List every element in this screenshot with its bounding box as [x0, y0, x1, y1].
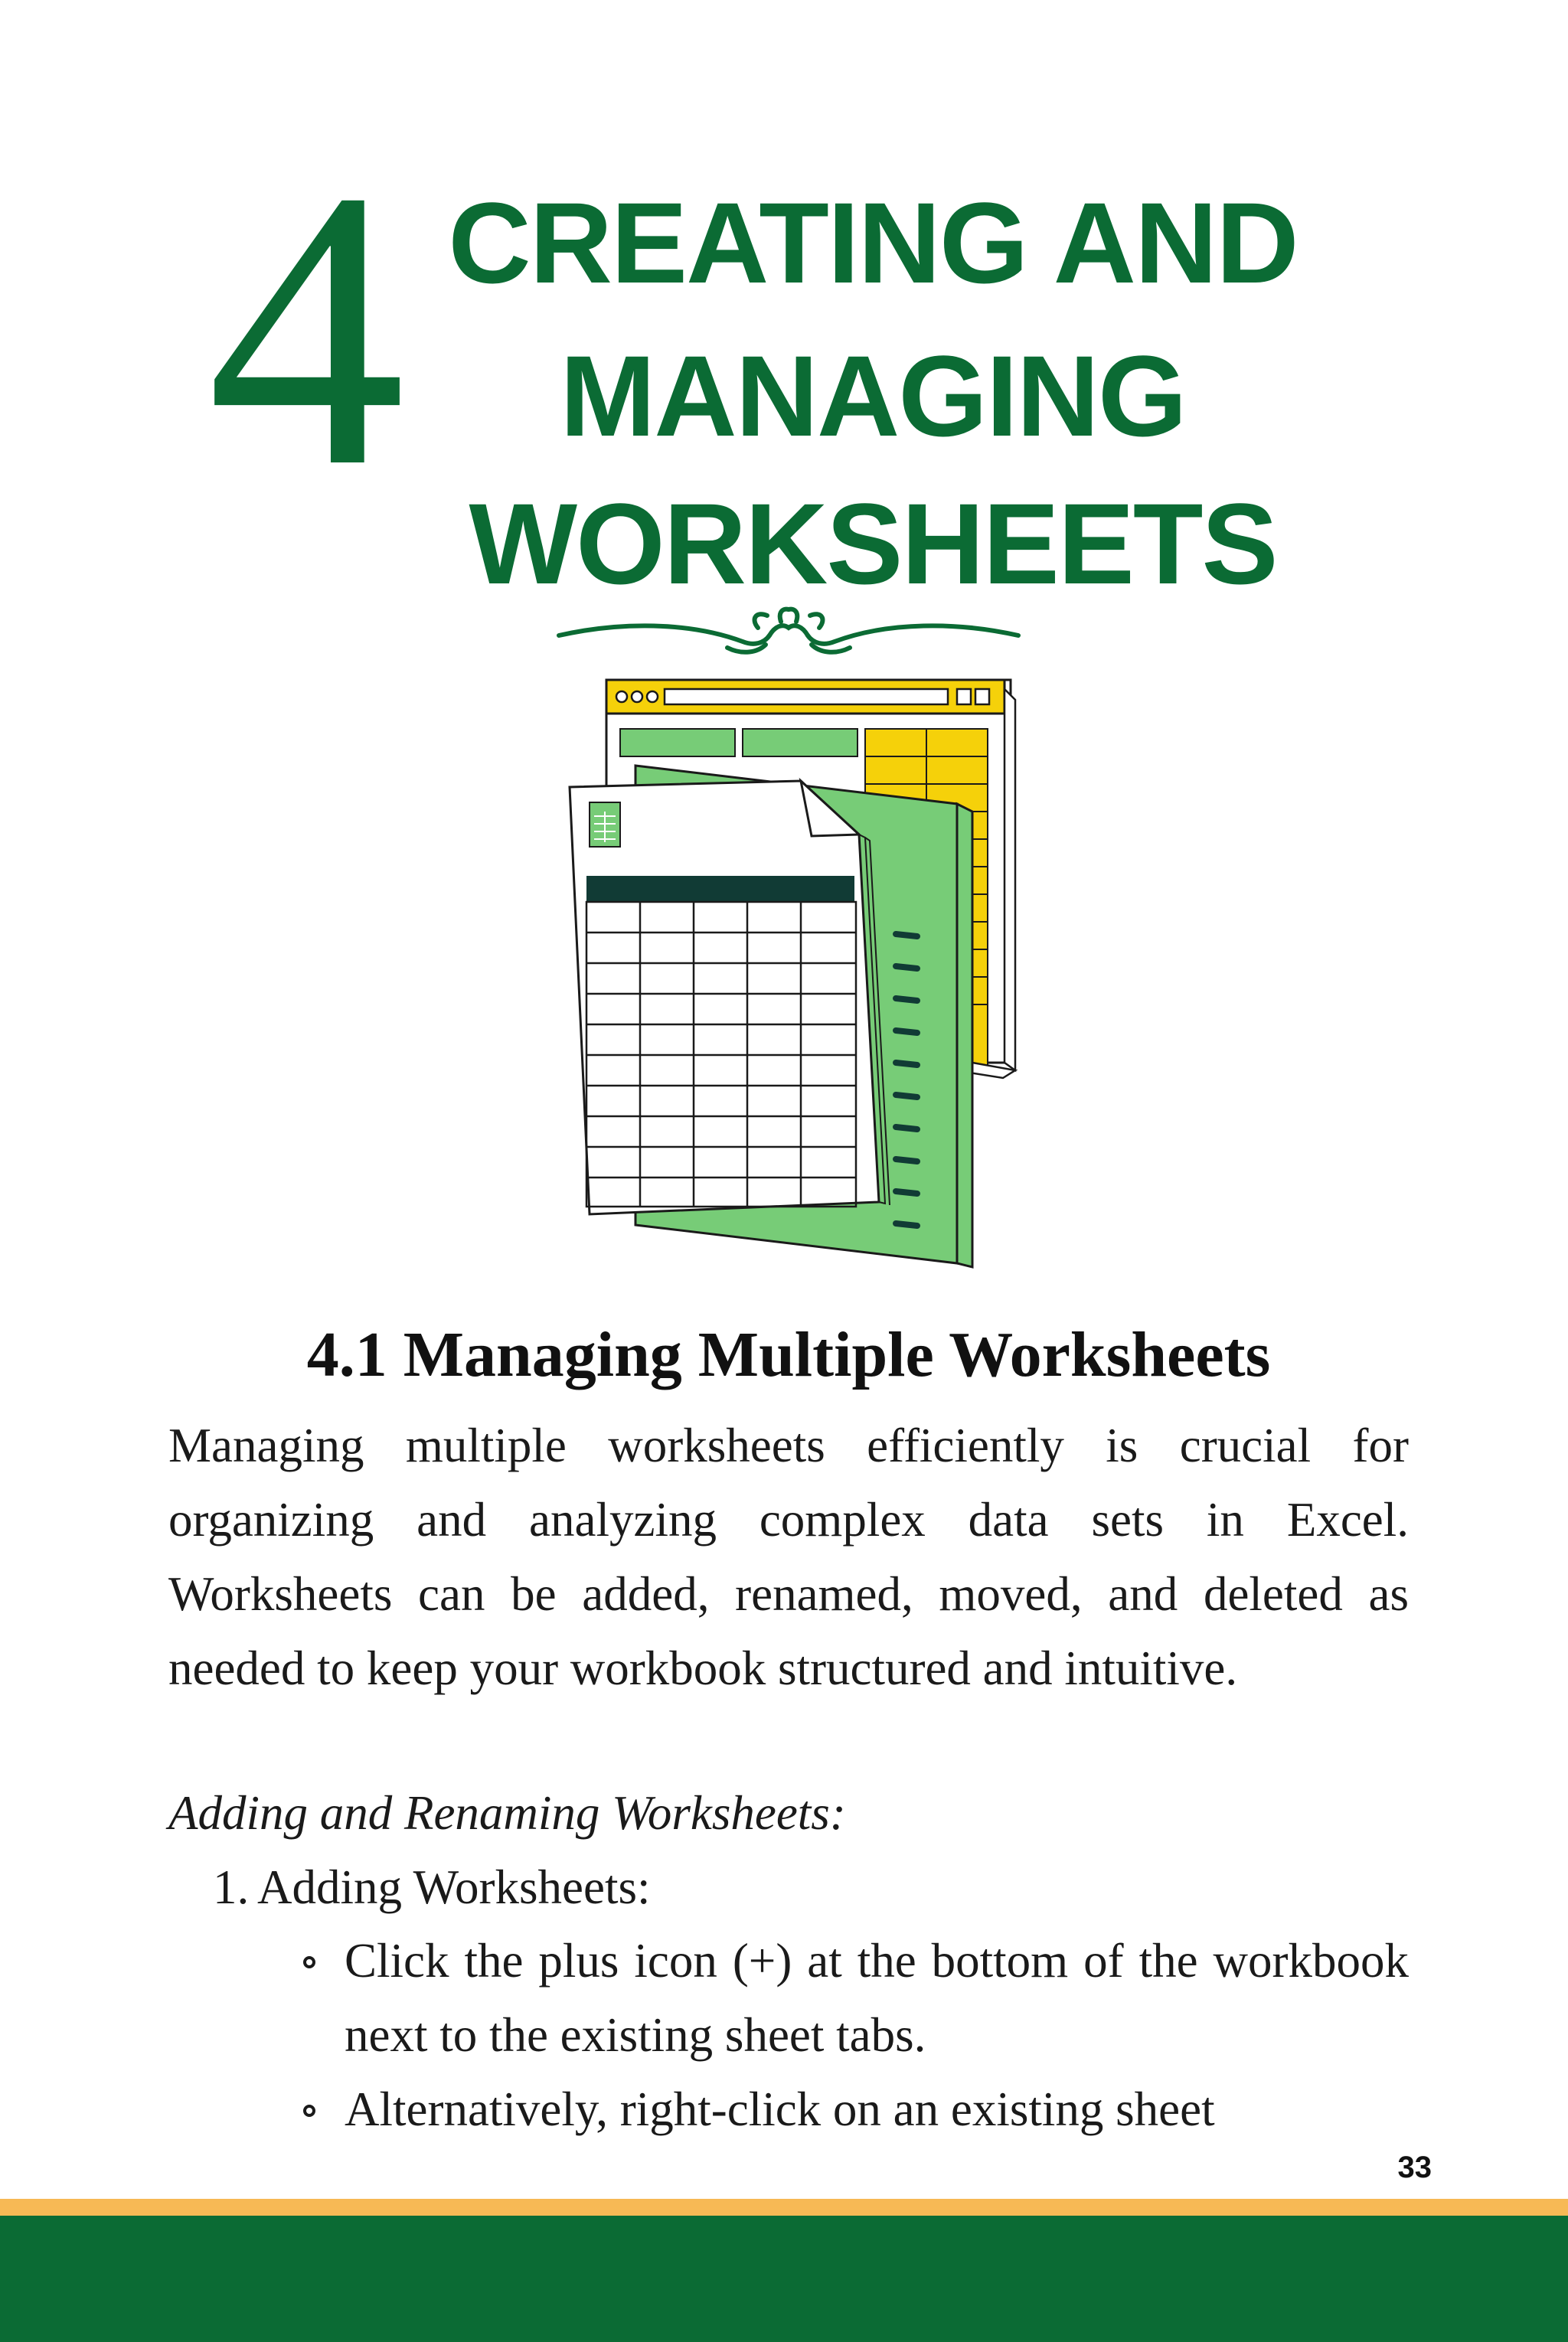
footer-band [0, 2216, 1568, 2342]
bullet-item: Alternatively, right-click on an existing sheet [345, 2082, 1215, 2136]
flourish-divider-icon [551, 605, 1026, 666]
list-item-label: Adding Worksheets: [257, 1860, 651, 1914]
bullet-circle-icon [303, 1956, 315, 1968]
chapter-title-line-1: CREATING AND [448, 178, 1298, 307]
chapter-number: 4 [207, 109, 406, 549]
body-paragraph: Managing multiple worksheets efficiently is crucial for organizing and analyzing complex data sets in Excel. Worksheets can be added, renamed, moved, and deleted as needed to keep your workbook structured and intuitive. [168, 1419, 1409, 1695]
page-number: 33 [1397, 2151, 1432, 2184]
bullet-circle-icon [303, 2105, 315, 2117]
subheading: Adding and Renaming Worksheets: [168, 1786, 846, 1840]
chapter-title-line-2: MANAGING [560, 332, 1186, 460]
section-heading: 4.1 Managing Multiple Worksheets [306, 1319, 1271, 1390]
list-item [213, 1850, 650, 1925]
bullet-item: Click the plus icon (+) at the bottom of the workbook next to the existing sheet tabs. [345, 1934, 1409, 2062]
front-document [570, 781, 890, 1214]
list-item-number: 1. [213, 1860, 250, 1914]
footer-accent-stripe [0, 2199, 1568, 2216]
chapter-title-line-3: WORKSHEETS [469, 479, 1277, 608]
spreadsheet-illustration [559, 674, 1034, 1271]
